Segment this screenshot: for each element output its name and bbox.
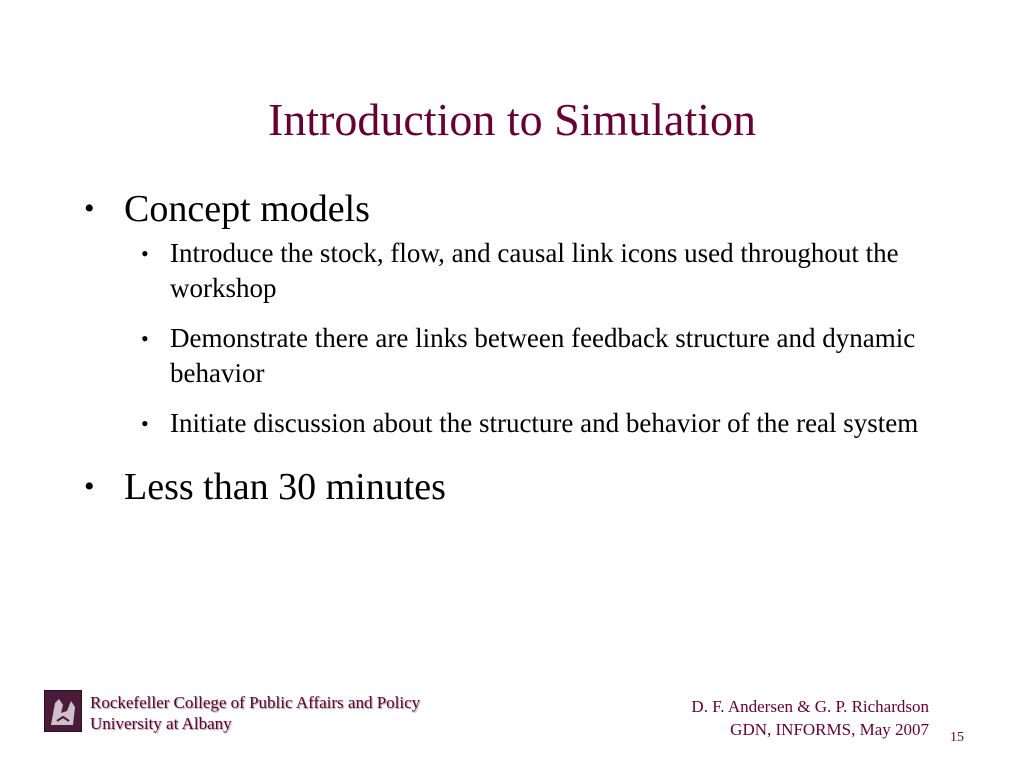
institution-line-1: Rockefeller College of Public Affairs and Policy xyxy=(90,693,421,712)
footer-authors: D. F. Andersen & G. P. Richardson xyxy=(691,697,929,716)
sub-bullet-list xyxy=(84,236,944,441)
university-logo-icon xyxy=(44,690,82,732)
sub-bullet-text: Introduce the stock, flow, and causal link icons used throughout the workshop xyxy=(170,238,899,303)
bullet-icon: • xyxy=(84,470,95,503)
sub-bullet-item xyxy=(124,406,944,441)
bullet-duration xyxy=(84,464,944,510)
bullet-icon: • xyxy=(141,326,149,351)
sub-bullet-item xyxy=(124,236,944,306)
bullet-icon: • xyxy=(141,411,149,436)
slide-content xyxy=(84,186,944,510)
bullet-icon: • xyxy=(141,241,149,266)
footer-institution xyxy=(90,692,420,734)
footer-event: GDN, INFORMS, May 2007 xyxy=(730,720,929,739)
bullet-icon: • xyxy=(84,192,95,225)
bullet-text: Concept models xyxy=(124,188,370,230)
footer-credits xyxy=(691,695,929,741)
slide-title: Introduction to Simulation xyxy=(267,94,757,145)
institution-line-2: University at Albany xyxy=(90,714,232,733)
sub-bullet-text: Demonstrate there are links between feedback structure and dynamic behavior xyxy=(170,323,916,388)
sub-bullet-text: Initiate discussion about the structure and behavior of the real system xyxy=(170,408,919,438)
sub-bullet-item xyxy=(124,321,944,391)
page-number: 15 xyxy=(950,730,964,745)
bullet-text: Less than 30 minutes xyxy=(124,466,446,508)
bullet-concept-models xyxy=(84,186,944,232)
